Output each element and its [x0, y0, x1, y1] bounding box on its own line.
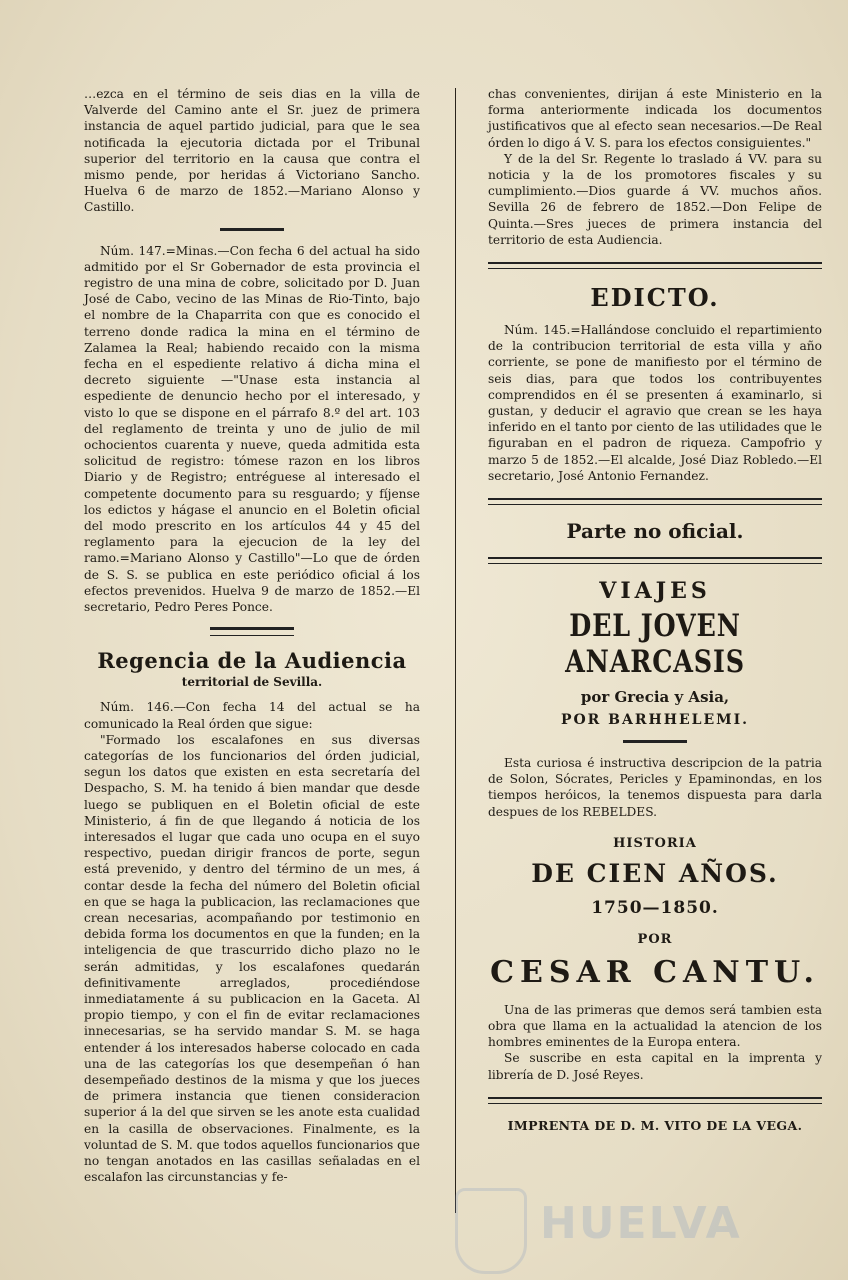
archive-watermark: HUELVA: [540, 1198, 742, 1249]
ad-anarcasis-title: DEL JOVEN ANARCASIS: [565, 608, 745, 681]
notice-146-body: "Formado los escalafones en sus diversas categorías de los funcionarios del órden judicial, segun los datos que existen en esta secretaría del Despacho, S. M. ha tenido á bien mandar que desde luego se publiquen en el Boletin oficial de este Ministerio, á fin de que llegando á noticia de los interesados el lugar que cada uno ocupa en el suyo respectivo, puedan dirigir francos de porte, segun está prevenido, y dentro del término de un mes, á contar desde la fecha del número del Boletin oficial en que se haga la publicacion, las reclamaciones que crean necesarias, acompañando por testimonio en debida forma los documentos en que la funden; en la inteligencia de que trascurrido dicho plazo no le serán admitidas, y los escalafones quedarán definitivamente arreglados, procediéndose inmediatamente á su publicacion en la Gaceta. Al propio tiempo, y con el fin de evitar reclamaciones innecesarias, se ha servido mandar S. M. se haga entender á los interesados haberse colocado en cada una de las categorías los que desempeñan ó han desempeñado destinos de la misma y que los jueces de primera instancia que tienen consideracion superior á la del que sirven se les anote esta cualidad en la casilla de observaciones. Finalmente, es la voluntad de S. M. que todos aquellos funcionarios que no tengan anotados en las casillas señaladas en el escalafon las circunstancias y fe-: [84, 732, 420, 1185]
regente-traslado: Y de la del Sr. Regente lo traslado á VV. para su noticia y la de los promotores fiscales y su cumplimiento.—Dios guarde á VV. muchos años. Sevilla 26 de febrero de 1852.—Don Felipe de Quinta.—Sres jueces de primera instancia del territorio de esta Audiencia.: [488, 151, 822, 247]
ad-viajes-title: VIAJES: [599, 578, 711, 605]
archive-seal-icon: [455, 1188, 527, 1274]
printer-imprint: IMPRENTA DE D. M. VITO DE LA VEGA.: [507, 1117, 803, 1133]
section-rule: [623, 740, 687, 743]
left-column: [84, 86, 420, 1185]
section-rule-wide: [488, 498, 822, 505]
ad-subtitle: por Grecia y Asia,: [580, 688, 730, 707]
edicto-heading: EDICTO.: [590, 283, 720, 313]
notice-147-minas: Núm. 147.=Minas.—Con fecha 6 del actual ha sido admitido por el Sr Gobernador de esta provincia el registro de una mina de cobre, solicitado por D. Juan José de Cabo, vecino de las Minas de Rio-Tinto, bajo el nombre de la Chaparrita con que es conocido el terreno donde radica la mina en el término de Zalamea la Real; habiendo recaido con la misma fecha en el espediente relativo á dicha mina el decreto siguiente —"Unase esta instancia al espediente de denuncio hecho por el interesado, y visto lo que se dispone en el párrafo 8.º del art. 103 del reglamento de treinta y uno de julio de mil ochocientos cuarenta y nueve, queda admitida esta solicitud de registro: tómese razon en los libros Diario y de Registro; entréguese al interesado el competente documento para su resguardo; y fíjense los edictos y hágase el anuncio en el Boletin oficial del modo prescrito en los artículos 44 y 45 del reglamento para la ejecucion de la ley del ramo.=Mariano Alonso y Castillo"—Lo que de órden de S. S. se publica en este periódico oficial á los efectos prevenidos. Huelva 9 de marzo de 1852.—El secretario, Pedro Peres Ponce.: [84, 243, 420, 615]
notice-145-edicto: Núm. 145.=Hallándose concluido el repartimiento de la contribucion territorial de esta villa y año corriente, se pone de manifiesto por el término de seis dias, para que todos los contribuyentes comprendidos en él se presenten á examinarlo, si gustan, y deducir el agravio que crean se les haya inferido en el tanto por ciento de las utilidades que le figuraban en el padron de riqueza. Campofrio y marzo 5 de 1852.—El alcalde, José Diaz Robledo.—El secretario, José Antonio Fernandez.: [488, 323, 822, 483]
regencia-heading: Regencia de la Audiencia: [97, 648, 407, 674]
section-rule-wide: [488, 262, 822, 269]
ad-author: POR BARHHELEMI.: [560, 712, 750, 729]
ad-por: POR: [637, 931, 673, 947]
section-rule-wide: [488, 1097, 822, 1104]
left-paragraph-continuation: …ezca en el término de seis dias en la villa de Valverde del Camino ante el Sr. juez de primera instancia de aquel partido judicial, para que le sea notificada la ejecutoria dictada por el Tribunal superior del territorio en la causa que contra el mismo pende, por heridas á Victoriano Sancho. Huelva 6 de marzo de 1852.—Mariano Alonso y Castillo.: [84, 87, 420, 215]
regencia-subheading: territorial de Sevilla.: [181, 675, 323, 690]
section-rule: [220, 228, 284, 231]
ad-years: 1750—1850.: [591, 897, 719, 918]
ad-note: Una de las primeras que demos será tambien esta obra que llama en la actualidad la atencion de los hombres eminentes de la Europa entera.: [488, 1002, 822, 1050]
section-rule-wide: [488, 557, 822, 564]
right-paragraph-continuation: chas convenientes, dirijan á este Ministerio en la forma anteriormente indicada los documentos justificativos que al efecto sean necesarios.—De Real órden lo digo á V. S. para los efectos consiguientes.": [488, 87, 822, 150]
right-column: [488, 86, 822, 1133]
column-divider: [455, 88, 456, 1213]
ad-description: Esta curiosa é instructiva descripcion de la patria de Solon, Sócrates, Pericles y Epaminondas, en los tiempos heróicos, la tenemos dispuesta para darla despues de los REBELDES.: [488, 756, 822, 819]
ad-subscription: Se suscribe en esta capital en la imprenta y librería de D. José Reyes.: [488, 1051, 822, 1082]
section-rule-double: [210, 627, 294, 636]
parte-no-oficial-heading: Parte no oficial.: [566, 519, 744, 544]
ad-cesar-cantu: CESAR CANTU.: [490, 954, 820, 990]
notice-146-intro: Núm. 146.—Con fecha 14 del actual se ha comunicado la Real órden que sigue:: [84, 700, 420, 731]
ad-cien-anos-title: DE CIEN AÑOS.: [531, 858, 779, 888]
ad-historia-title: HISTORIA: [613, 835, 697, 851]
